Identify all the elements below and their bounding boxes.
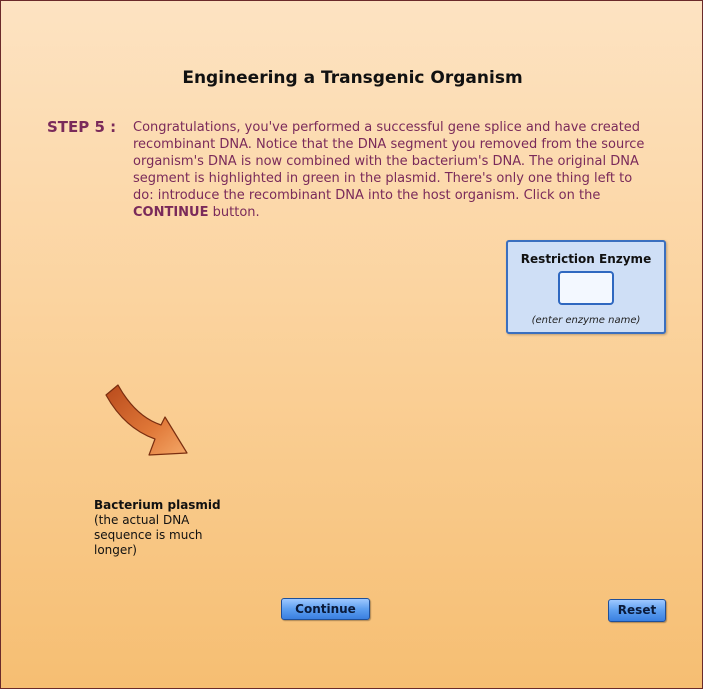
plasmid-name: Bacterium plasmid bbox=[94, 498, 221, 512]
plasmid-label bbox=[94, 498, 244, 558]
enzyme-panel-title: Restriction Enzyme bbox=[520, 252, 652, 266]
curved-arrow-icon bbox=[101, 381, 196, 461]
page-title: Engineering a Transgenic Organism bbox=[182, 68, 523, 88]
step-instructions bbox=[133, 119, 648, 221]
instructions-emphasis: CONTINUE bbox=[133, 205, 209, 220]
reset-button[interactable]: Reset bbox=[608, 599, 666, 622]
enzyme-name-input[interactable] bbox=[558, 271, 614, 305]
step-label: STEP 5 : bbox=[47, 118, 117, 136]
restriction-enzyme-panel bbox=[506, 240, 666, 334]
plasmid-note: (the actual DNA sequence is much longer) bbox=[94, 513, 203, 557]
enzyme-input-hint: (enter enzyme name) bbox=[531, 315, 641, 326]
instructions-text: Congratulations, you've performed a successful gene splice and have created recombinant DNA. Notice that the DNA segment you removed from the source organism's DNA is now combined with the bacterium's DNA. The original DNA segment is highlighted in green in the plasmid. There's only one thing left to do: introduce the recombinant DNA into the host organism. Click on the bbox=[133, 120, 645, 203]
continue-button[interactable]: Continue bbox=[281, 598, 370, 620]
instructions-text-end: button. bbox=[208, 205, 260, 220]
